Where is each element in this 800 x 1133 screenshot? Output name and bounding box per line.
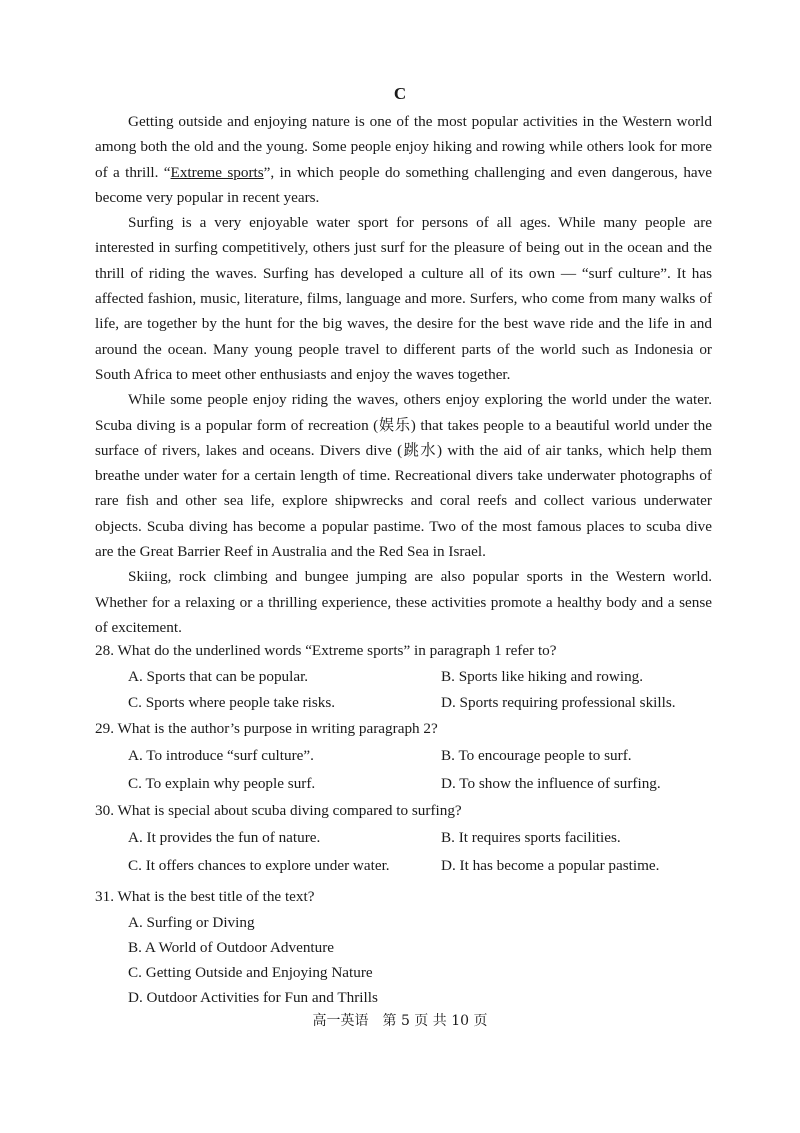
option-row — [95, 664, 735, 690]
paragraph-4: Skiing, rock climbing and bungee jumping are also popular sports in the Western world. Whether for a relaxing or a thrilling experience, these activities promote a healthy body and a sense of excitement. — [95, 568, 712, 636]
option-row — [95, 742, 735, 770]
option-row — [95, 852, 735, 880]
option-row — [95, 770, 735, 798]
question-stem: 30. What is special about scuba diving compared to surfing? — [95, 802, 462, 819]
option-b: B. Sports like hiking and rowing. — [441, 668, 644, 685]
option-d: D. It has become a popular pastime. — [441, 857, 660, 874]
paragraph-1-text-start: Getting outside and enjoying nature is one of the most popular activities in the Western world among both the old and the young. Some people enjoy hiking and rowing while others look for more of a thrill. “ — [95, 113, 712, 181]
paragraph-2: Surfing is a very enjoyable water sport for persons of all ages. While many people are interested in surfing competitively, others just surf for the pleasure of being out in the ocean and the thrill of riding the waves. Surfing has developed a culture all of its own — “surf culture”. It has affected fashion, music, literature, films, language and more. Surfers, who come from many walks of life, are together by the hunt for the big waves, the desire for the best wave ride and the life in and around the ocean. Many young people travel to different parts of the world such as Indonesia or South Africa to meet other enthusiasts and enjoy the waves together. — [95, 214, 712, 383]
question-29 — [95, 716, 735, 798]
question-stem: 28. What do the underlined words “Extreme sports” in paragraph 1 refer to? — [95, 642, 557, 659]
question-stem: 29. What is the author’s purpose in writing paragraph 2? — [95, 720, 438, 737]
paragraph-1-text-end: ”, in which people do something challenging and even dangerous, have become very popular in recent years. — [95, 163, 712, 206]
option-a: A. To introduce “surf culture”. — [128, 747, 314, 764]
option-d: D. Sports requiring professional skills. — [441, 694, 676, 711]
paragraph-3: While some people enjoy riding the waves, others enjoy exploring the world under the water. Scuba diving is a popular form of recreation (娱乐) that takes people to a beautiful world under the surface of rivers, lakes and oceans. Divers dive (跳水) with the aid of air tanks, which help them breathe under water for a certain length of time. Recreational divers take underwater photographs of rare fish and other sea life, explore shipwrecks and coral reefs and collect various underwater objects. Scuba diving has become a popular pastime. Two of the most famous places to scuba dive are the Great Barrier Reef in Australia and the Red Sea in Israel. — [95, 391, 712, 561]
option-a: A. It provides the fun of nature. — [128, 829, 321, 846]
option-row — [95, 824, 735, 852]
option-c: C. Getting Outside and Enjoying Nature — [128, 964, 373, 981]
question-31 — [95, 884, 735, 1010]
section-title: C — [393, 84, 407, 103]
reading-passage — [95, 109, 712, 640]
question-list — [95, 638, 735, 1010]
option-d: D. Outdoor Activities for Fun and Thrills — [128, 989, 378, 1006]
option-row — [95, 690, 735, 716]
option-b: B. A World of Outdoor Adventure — [128, 939, 335, 956]
option-a: A. Sports that can be popular. — [128, 668, 309, 685]
option-a: A. Surfing or Diving — [128, 914, 255, 931]
option-c: C. Sports where people take risks. — [128, 694, 336, 711]
question-30 — [95, 798, 735, 880]
page-footer: 高一英语 第 5 页 共 10 页 — [312, 1013, 488, 1029]
option-b: B. To encourage people to surf. — [441, 747, 632, 764]
option-c: C. It offers chances to explore under water. — [128, 857, 390, 874]
paragraph-1 — [95, 109, 712, 210]
question-stem: 31. What is the best title of the text? — [95, 888, 315, 905]
question-28 — [95, 638, 735, 716]
option-d: D. To show the influence of surfing. — [441, 775, 661, 792]
underlined-words: Extreme sports — [170, 163, 264, 181]
option-c: C. To explain why people surf. — [128, 775, 316, 792]
option-b: B. It requires sports facilities. — [441, 829, 621, 846]
